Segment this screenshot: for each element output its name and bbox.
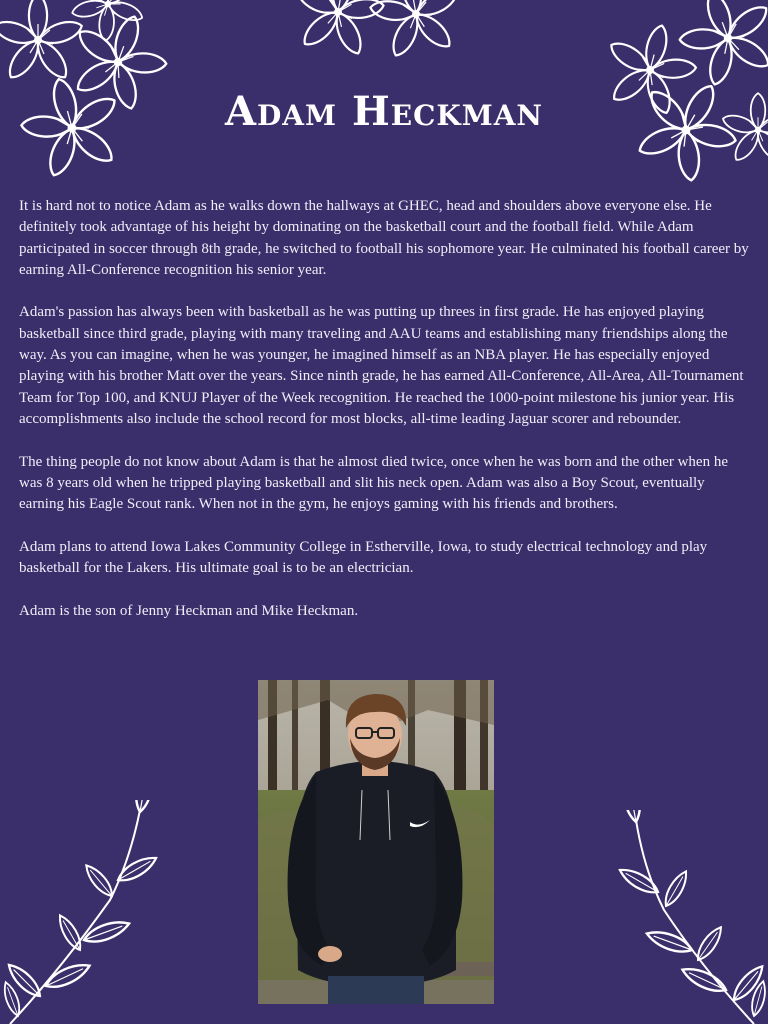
page-title: Adam Heckman xyxy=(224,88,544,135)
biography xyxy=(19,196,749,643)
bio-paragraph: It is hard not to notice Adam as he walks down the hallways at GHEC, head and shoulders above everyone else. He definitely took advantage of his height by dominating on the basketball court and the football field. While Adam participated in soccer through 8th grade, he switched to football his sophomore year. He culminated his football career by earning All-Conference recognition his senior year. xyxy=(19,198,749,278)
bio-paragraph: Adam is the son of Jenny Heckman and Mike Heckman. xyxy=(19,602,359,619)
flower-pair-icon xyxy=(276,0,476,80)
leaf-branch-icon xyxy=(0,800,180,1024)
bio-paragraph: Adam's passion has always been with basketball as he was putting up threes in first grade. He has enjoyed playing basketball since third grade, playing with many traveling and AAU teams and establishing many friendships along the way. As you can imagine, when he was younger, he imagined himself as an NBA player. He has especially enjoyed playing with his brother Matt over the years. Since ninth grade, he has earned All-Conference, All-Area, All-Tournament Team for Top 100, and KNUJ Player of the Week recognition. He reached the 1000-point milestone his junior year. His accomplishments also include the school record for most blocks, all-time leading Jaguar scorer and rebounder. xyxy=(19,304,744,427)
bio-paragraph: Adam plans to attend Iowa Lakes Community College in Estherville, Iowa, to study electrical technology and play basketball for the Lakers. His ultimate goal is to be an electrician. xyxy=(19,538,708,577)
bio-paragraph: The thing people do not know about Adam is that he almost died twice, once when he was born and the other when he was 8 years old when he tripped playing basketball and slit his neck open. Adam was also a Boy Scout, eventually earning his Eagle Scout rank. When not in the gym, he enjoys gaming with his friends and brothers. xyxy=(19,453,728,513)
portrait-photo xyxy=(258,680,494,1004)
leaf-branch-icon xyxy=(594,810,768,1024)
